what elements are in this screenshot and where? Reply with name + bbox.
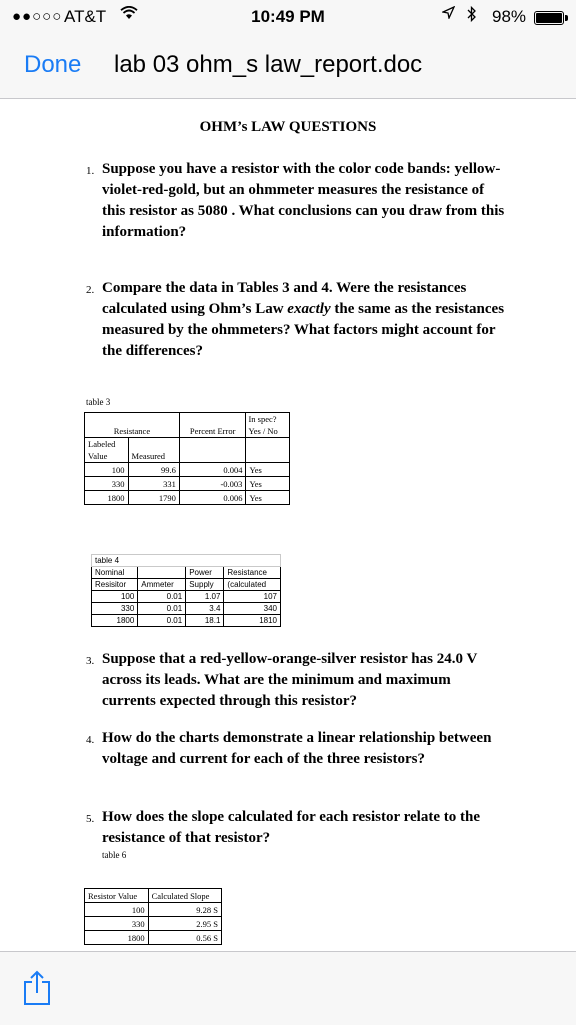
share-icon[interactable] [22, 970, 52, 1006]
table-header: Percent Error [179, 413, 246, 438]
table-6-caption: table 6 [102, 850, 127, 860]
doc-heading: OHM’s LAW QUESTIONS [199, 119, 377, 135]
signal-strength: ●●○○○ [12, 8, 63, 25]
question-text: Suppose you have a resistor with the color code bands: yellow-violet-red-gold, but an ohmmeter measures the resistance of this resistor as 5080 . What conclusions can you draw from this information? [102, 161, 505, 240]
table-6 [84, 888, 222, 945]
table-header: In spec? Yes / No [246, 413, 290, 438]
done-button[interactable]: Done [24, 51, 82, 78]
question-number: 1. [86, 165, 95, 177]
table-header: Labeled Value [85, 438, 129, 463]
table-header: Resistance [85, 413, 180, 438]
table-row: 100 99.6 0.004 Yes [85, 463, 290, 477]
question-text: How does the slope calculated for each resistor relate to the resistance of that resistor? [102, 809, 480, 846]
table-4-caption: table 4 [92, 555, 281, 567]
question-1 [86, 159, 506, 243]
battery-icon [534, 11, 564, 25]
carrier-name: AT&T [64, 7, 107, 26]
document-viewer[interactable] [0, 99, 576, 951]
navigation-bar [0, 36, 576, 99]
question-number: 4. [86, 734, 95, 746]
bluetooth-icon [466, 5, 477, 28]
bottom-toolbar [0, 951, 576, 1025]
table-row: 1800 0.01 18.1 1810 [92, 615, 281, 627]
table-header: Measured [128, 438, 179, 463]
question-2 [86, 278, 506, 362]
table-3-caption: table 3 [86, 397, 111, 407]
table-row: 100 9.28 S [85, 903, 222, 917]
table-header: Calculated Slope [148, 889, 221, 903]
table-row: 330 331 -0.003 Yes [85, 477, 290, 491]
question-number: 5. [86, 813, 95, 825]
table-header: Resistor Value [85, 889, 149, 903]
table-row: 330 0.01 3.4 340 [92, 603, 281, 615]
location-icon [442, 6, 455, 23]
battery-percent: 98% [492, 7, 527, 26]
table-row: 100 0.01 1.07 107 [92, 591, 281, 603]
status-time: 10:49 PM [251, 7, 325, 26]
question-text: Suppose that a red-yellow-orange-silver resistor has 24.0 V across its leads. What are the minimum and maximum currents expected through this resistor? [102, 651, 478, 709]
question-text: Compare the data in Tables 3 and 4. Were the resistances calculated using Ohm’s Law exactly the same as the resistances measured by the ohmmeters? What factors might account for the differences? [102, 280, 505, 359]
question-3 [86, 649, 506, 712]
question-4 [86, 728, 506, 770]
status-bar [0, 0, 576, 36]
question-number: 3. [86, 655, 95, 667]
table-row: 1800 1790 0.006 Yes [85, 491, 290, 505]
question-number: 2. [86, 284, 95, 296]
question-text: How do the charts demonstrate a linear relationship between voltage and current for each of the three resistors? [102, 730, 492, 767]
table-row: 1800 0.56 S [85, 931, 222, 945]
table-4: table 4 Nominal Power Resistance Resisitor Ammeter Supply (calculated 100 0.01 1.07 107 330 0.01 3.4 340 1800 0.01 18.1 1810 [91, 554, 281, 627]
question-5 [86, 807, 506, 849]
table-3 [84, 412, 290, 505]
table-row: 330 2.95 S [85, 917, 222, 931]
document-title: lab 03 ohm_s law_report.doc [114, 51, 423, 78]
